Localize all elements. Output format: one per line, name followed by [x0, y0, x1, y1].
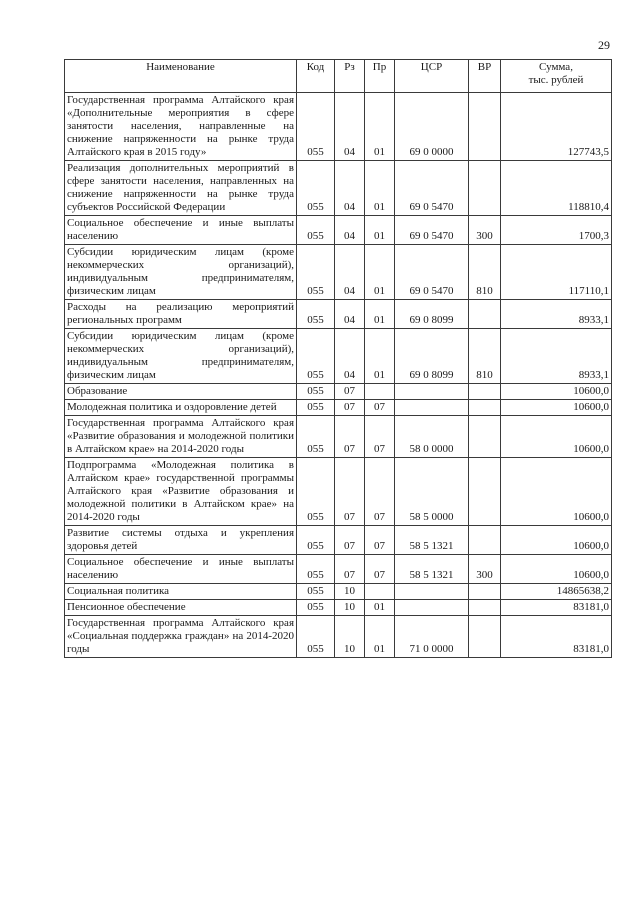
- cell-csr: 71 0 0000: [395, 616, 469, 658]
- cell-pr: 01: [365, 245, 395, 300]
- cell-pr: 07: [365, 526, 395, 555]
- cell-csr: 69 0 5470: [395, 161, 469, 216]
- cell-vr: 300: [469, 555, 501, 584]
- cell-sum: 10600,0: [501, 458, 612, 526]
- header-sum: Сумма, тыс. рублей: [501, 60, 612, 93]
- cell-pr: 07: [365, 458, 395, 526]
- cell-pr: 07: [365, 555, 395, 584]
- table-row: [65, 161, 612, 216]
- cell-name: Государственная программа Алтайского края «Дополнительные мероприятия в сфере занятости населения, направленные на снижение напряженности на рынке труда Алтайского края в 2015 году»: [65, 93, 297, 161]
- cell-rz: 04: [335, 245, 365, 300]
- cell-code: 055: [297, 416, 335, 458]
- header-code: Код: [297, 60, 335, 93]
- table-row: [65, 555, 612, 584]
- cell-name: Подпрограмма «Молодежная политика в Алтайском крае» государственной программы Алтайского края «Развитие образования и молодежной политики в Алтайском крае» на 2014-2020 годы: [65, 458, 297, 526]
- cell-sum: 1700,3: [501, 216, 612, 245]
- table-row: [65, 384, 612, 400]
- cell-code: 055: [297, 526, 335, 555]
- cell-vr: [469, 616, 501, 658]
- table-row: [65, 416, 612, 458]
- cell-csr: 58 5 1321: [395, 555, 469, 584]
- header-csr: ЦСР: [395, 60, 469, 93]
- cell-sum: 10600,0: [501, 555, 612, 584]
- cell-pr: 01: [365, 161, 395, 216]
- table-row: [65, 600, 612, 616]
- cell-sum: 8933,1: [501, 300, 612, 329]
- cell-sum: 10600,0: [501, 400, 612, 416]
- cell-name: Государственная программа Алтайского края «Социальная поддержка граждан» на 2014-2020 годы: [65, 616, 297, 658]
- table-row: [65, 329, 612, 384]
- header-vr: ВР: [469, 60, 501, 93]
- header-pr: Пр: [365, 60, 395, 93]
- cell-vr: [469, 300, 501, 329]
- cell-csr: [395, 600, 469, 616]
- table-row: [65, 300, 612, 329]
- cell-sum: 117110,1: [501, 245, 612, 300]
- cell-name: Государственная программа Алтайского края «Развитие образования и молодежной политики в Алтайском крае» на 2014-2020 годы: [65, 416, 297, 458]
- cell-csr: [395, 400, 469, 416]
- cell-vr: 300: [469, 216, 501, 245]
- cell-csr: [395, 384, 469, 400]
- cell-pr: 01: [365, 93, 395, 161]
- cell-code: 055: [297, 584, 335, 600]
- cell-csr: 69 0 5470: [395, 245, 469, 300]
- cell-name: Расходы на реализацию мероприятий региональных программ: [65, 300, 297, 329]
- header-name: Наименование: [65, 60, 297, 93]
- cell-csr: 69 0 0000: [395, 93, 469, 161]
- cell-name: Субсидии юридическим лицам (кроме некоммерческих организаций), индивидуальным предпринимателям, физическим лицам: [65, 329, 297, 384]
- cell-rz: 07: [335, 458, 365, 526]
- cell-sum: 8933,1: [501, 329, 612, 384]
- cell-csr: 69 0 8099: [395, 329, 469, 384]
- table-row: [65, 458, 612, 526]
- cell-vr: [469, 93, 501, 161]
- table-row: [65, 526, 612, 555]
- cell-sum: 10600,0: [501, 416, 612, 458]
- cell-csr: 69 0 8099: [395, 300, 469, 329]
- table-row: [65, 216, 612, 245]
- cell-rz: 04: [335, 329, 365, 384]
- cell-pr: [365, 384, 395, 400]
- cell-code: 055: [297, 616, 335, 658]
- cell-csr: 58 5 1321: [395, 526, 469, 555]
- cell-rz: 10: [335, 600, 365, 616]
- cell-vr: [469, 584, 501, 600]
- table-row: [65, 616, 612, 658]
- cell-pr: 07: [365, 400, 395, 416]
- cell-vr: [469, 458, 501, 526]
- table-row: [65, 584, 612, 600]
- cell-vr: [469, 526, 501, 555]
- cell-code: 055: [297, 555, 335, 584]
- cell-sum: 83181,0: [501, 616, 612, 658]
- cell-sum: 10600,0: [501, 526, 612, 555]
- cell-code: 055: [297, 93, 335, 161]
- cell-code: 055: [297, 400, 335, 416]
- cell-name: Социальная политика: [65, 584, 297, 600]
- cell-name: Реализация дополнительных мероприятий в сфере занятости населения, направленных на снижение напряженности на рынке труда субъектов Российской Федерации: [65, 161, 297, 216]
- cell-rz: 07: [335, 384, 365, 400]
- cell-code: 055: [297, 384, 335, 400]
- cell-sum: 118810,4: [501, 161, 612, 216]
- cell-csr: 58 5 0000: [395, 458, 469, 526]
- cell-code: 055: [297, 329, 335, 384]
- cell-rz: 10: [335, 584, 365, 600]
- cell-rz: 04: [335, 161, 365, 216]
- table-row: [65, 245, 612, 300]
- cell-name: Молодежная политика и оздоровление детей: [65, 400, 297, 416]
- cell-name: Социальное обеспечение и иные выплаты населению: [65, 555, 297, 584]
- cell-vr: 810: [469, 245, 501, 300]
- cell-name: Социальное обеспечение и иные выплаты населению: [65, 216, 297, 245]
- cell-pr: 01: [365, 300, 395, 329]
- header-rz: Рз: [335, 60, 365, 93]
- budget-table: [64, 59, 612, 658]
- cell-pr: 01: [365, 600, 395, 616]
- cell-vr: [469, 400, 501, 416]
- cell-csr: [395, 584, 469, 600]
- page-number: 29: [598, 38, 610, 52]
- cell-name: Субсидии юридическим лицам (кроме некоммерческих организаций), индивидуальным предпринимателям, физическим лицам: [65, 245, 297, 300]
- cell-code: 055: [297, 245, 335, 300]
- cell-code: 055: [297, 600, 335, 616]
- cell-pr: 01: [365, 616, 395, 658]
- cell-vr: [469, 384, 501, 400]
- cell-name: Образование: [65, 384, 297, 400]
- cell-vr: [469, 600, 501, 616]
- cell-code: 055: [297, 161, 335, 216]
- cell-name: Пенсионное обеспечение: [65, 600, 297, 616]
- cell-pr: 07: [365, 416, 395, 458]
- cell-code: 055: [297, 300, 335, 329]
- cell-rz: 10: [335, 616, 365, 658]
- cell-sum: 14865638,2: [501, 584, 612, 600]
- cell-csr: 69 0 5470: [395, 216, 469, 245]
- cell-rz: 07: [335, 526, 365, 555]
- cell-code: 055: [297, 458, 335, 526]
- table-row: [65, 93, 612, 161]
- cell-pr: 01: [365, 329, 395, 384]
- cell-rz: 04: [335, 300, 365, 329]
- header-row: [65, 60, 612, 93]
- cell-name: Развитие системы отдыха и укрепления здоровья детей: [65, 526, 297, 555]
- cell-sum: 10600,0: [501, 384, 612, 400]
- cell-sum: 127743,5: [501, 93, 612, 161]
- cell-sum: 83181,0: [501, 600, 612, 616]
- table-row: [65, 400, 612, 416]
- cell-rz: 07: [335, 416, 365, 458]
- cell-rz: 07: [335, 555, 365, 584]
- cell-rz: 04: [335, 93, 365, 161]
- cell-pr: 01: [365, 216, 395, 245]
- cell-vr: [469, 161, 501, 216]
- cell-rz: 07: [335, 400, 365, 416]
- cell-csr: 58 0 0000: [395, 416, 469, 458]
- cell-vr: 810: [469, 329, 501, 384]
- cell-vr: [469, 416, 501, 458]
- cell-pr: [365, 584, 395, 600]
- cell-code: 055: [297, 216, 335, 245]
- cell-rz: 04: [335, 216, 365, 245]
